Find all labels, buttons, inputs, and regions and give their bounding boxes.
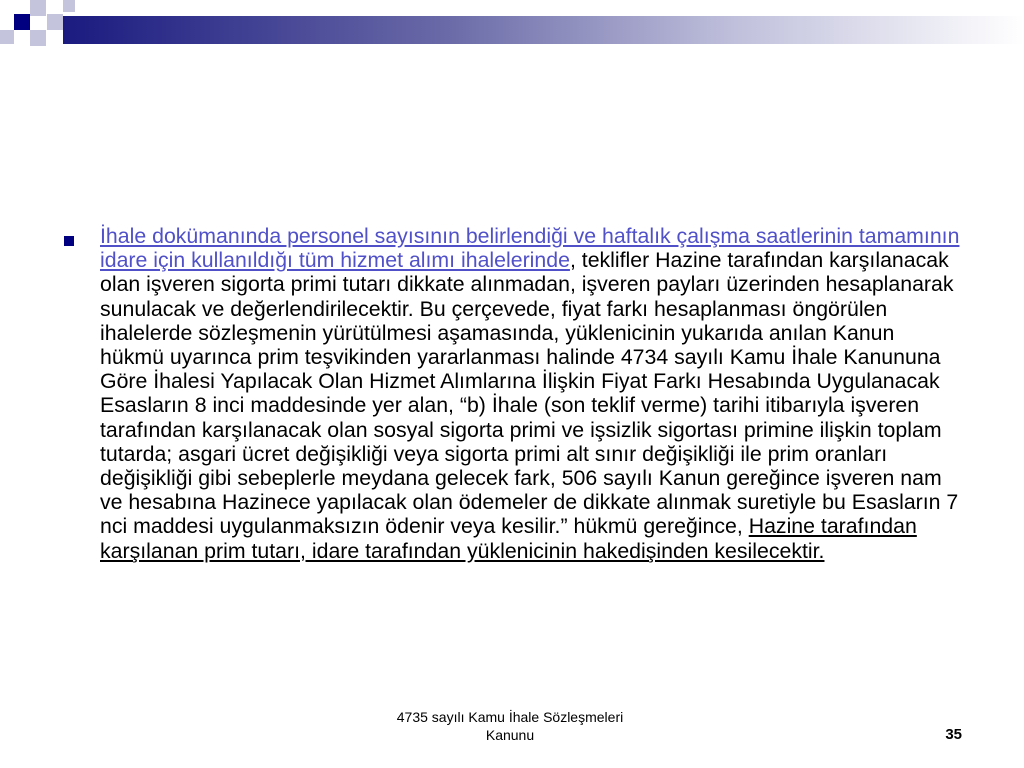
header-square-light: [63, 0, 75, 12]
footer-line-2: Kanunu: [485, 727, 535, 743]
header-square-light: [30, 0, 46, 16]
footer-title: [340, 708, 680, 744]
hyperlink-text[interactable]: İhale dokümanında personel sayısının belirlendiği ve haftalık çalışma saatlerinin tamamının idare için kullanıldığı tüm hizmet alımı ihalelerinde: [100, 224, 960, 273]
footer-line-1: 4735 sayılı Kamu İhale Sözleşmeleri: [396, 709, 624, 725]
header-square-light: [47, 14, 63, 30]
page-number: 35: [945, 726, 962, 743]
bullet-square-icon: [64, 236, 74, 246]
header-square-dark: [14, 14, 30, 30]
header-square-light: [30, 30, 46, 46]
header-gradient-bar: [63, 16, 1024, 44]
underlined-conclusion: Hazine tarafından karşılanan prim tutarı, idare tarafından yüklenicinin hakedişinden kesilecektir.: [100, 514, 917, 563]
header-square-light: [0, 30, 14, 44]
bullet-paragraph: [100, 224, 960, 563]
body-text: , teklifler Hazine tarafından karşılanacak olan işveren sigorta primi tutarı dikkate alınmadan, işveren payları üzerinden hesaplanarak sunulacak ve değerlendirilecektir. Bu çerçevede, fiyat farkı hesaplanması öngörülen ihalelerde sözleşmenin yürütülmesi aşamasında, yüklenicinin yukarıda anılan Kanun hükmü uyarınca prim teşvikinden yararlanması halinde 4734 sayılı Kamu İhale Kanununa Göre İhalesi Yapılacak Olan Hizmet Alımlarına İlişkin Fiyat Farkı Hesabında Uygulanacak Esasların 8 inci maddesinde yer alan, “b) İhale (son teklif verme) tarihi itibarıyla işveren tarafından karşılanacak olan sosyal sigorta primi ve işsizlik sigortası primine ilişkin toplam tutarda; asgari ücret değişikliği veya sigorta primi alt sınır değişikliği ile prim oranları değişikliği gibi sebeplerle meydana gelecek fark, 506 sayılı Kanun gereğince işveren nam ve hesabına Hazinece yapılacak olan ödemeler de dikkate alınmak suretiyle bu Esasların 7 nci maddesi uygulanmaksızın ödenir veya kesilir.” hükmü gereğince,: [100, 248, 959, 539]
